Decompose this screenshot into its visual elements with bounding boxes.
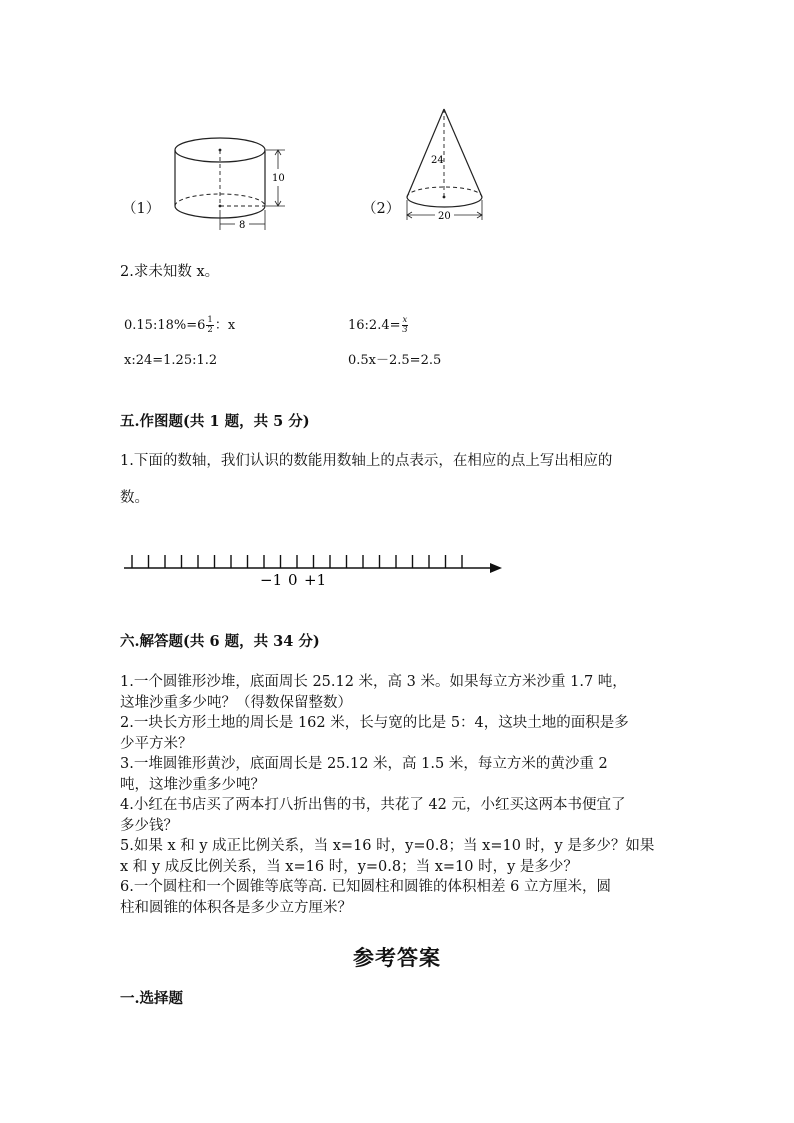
question-line: x 和 y 成反比例关系，当 x=16 时，y=0.8；当 x=10 时，y 是多少？ — [120, 858, 578, 875]
section-6-heading: 六.解答题(共 6 题，共 34 分) — [120, 633, 320, 650]
figure-2-label: （2） — [362, 201, 401, 217]
fraction-numerator: x — [402, 315, 408, 325]
number-line-arrow — [490, 563, 502, 573]
equation-1-fraction — [206, 316, 213, 335]
section-6-questions — [120, 672, 654, 918]
question-line: 少平方米？ — [120, 735, 193, 752]
question-line: 3.一堆圆锥形黄沙，底面周长是 25.12 米，高 1.5 米，每立方米的黄沙重 2 — [120, 756, 608, 772]
cone-figure — [400, 105, 490, 225]
question-line: 吨，这堆沙重多少吨？ — [120, 776, 265, 793]
fraction-denominator: 3 — [402, 325, 408, 335]
equation-1 — [124, 316, 235, 337]
answer-section-1-heading: 一.选择题 — [120, 990, 184, 1007]
question-line: 6.一个圆柱和一个圆锥等底等高. 已知圆柱和圆锥的体积相差 6 立方厘米，圆 — [120, 879, 611, 895]
cylinder-height-label: 10 — [272, 173, 285, 184]
number-line-ticks — [132, 555, 462, 568]
equation-2 — [348, 316, 409, 337]
equation-2-left: 16:2.4= — [348, 318, 401, 333]
fraction-denominator: 2 — [207, 325, 213, 335]
equation-1-right: ：x — [214, 318, 236, 333]
number-line — [118, 546, 508, 590]
question-line: 柱和圆锥的体积各是多少立方厘米？ — [120, 899, 352, 916]
axis-label-zero: 0 — [288, 571, 298, 589]
question-line: 5.如果 x 和 y 成正比例关系，当 x=16 时，y=0.8；当 x=10 时，y 是多少？如果 — [120, 838, 655, 854]
question-line: 4.小红在书店买了两本打八折出售的书，共花了 42 元，小红买这两本书便宜了 — [120, 797, 626, 813]
equation-4: 0.5x－2.5=2.5 — [348, 353, 442, 368]
axis-label-minus-one: −1 — [260, 571, 283, 589]
question-line: 多少钱？ — [120, 817, 178, 834]
section-5-q1-line1: 1.下面的数轴，我们认识的数能用数轴上的点表示，在相应的点上写出相应的 — [120, 453, 613, 469]
answer-key-title: 参考答案 — [353, 945, 441, 970]
cone-height-label: 24 — [431, 155, 444, 166]
cone-diameter-label: 20 — [438, 211, 451, 222]
section-5-heading: 五.作图题(共 1 题，共 5 分) — [120, 413, 310, 430]
fraction-numerator: 1 — [207, 315, 213, 325]
question-line: 1.一个圆锥形沙堆，底面周长 25.12 米，高 3 米。如果每立方米沙重 1.7 吨， — [120, 674, 627, 690]
equation-2-fraction — [402, 316, 409, 335]
cylinder-radius-label: 8 — [239, 220, 246, 231]
question-line: 这堆沙重多少吨？（得数保留整数） — [120, 694, 352, 711]
q2-title: 2.求未知数 x。 — [120, 264, 220, 280]
section-5-q1-line2: 数。 — [120, 490, 149, 506]
cylinder-figure — [165, 130, 295, 238]
equation-3: x:24=1.25:1.2 — [124, 353, 218, 368]
question-line: 2.一块长方形土地的周长是 162 米，长与宽的比是 5：4，这块土地的面积是多 — [120, 715, 629, 731]
axis-label-plus-one: +1 — [304, 571, 327, 589]
equation-1-left: 0.15:18%=6 — [124, 318, 206, 333]
figure-1-label: （1） — [122, 201, 161, 217]
